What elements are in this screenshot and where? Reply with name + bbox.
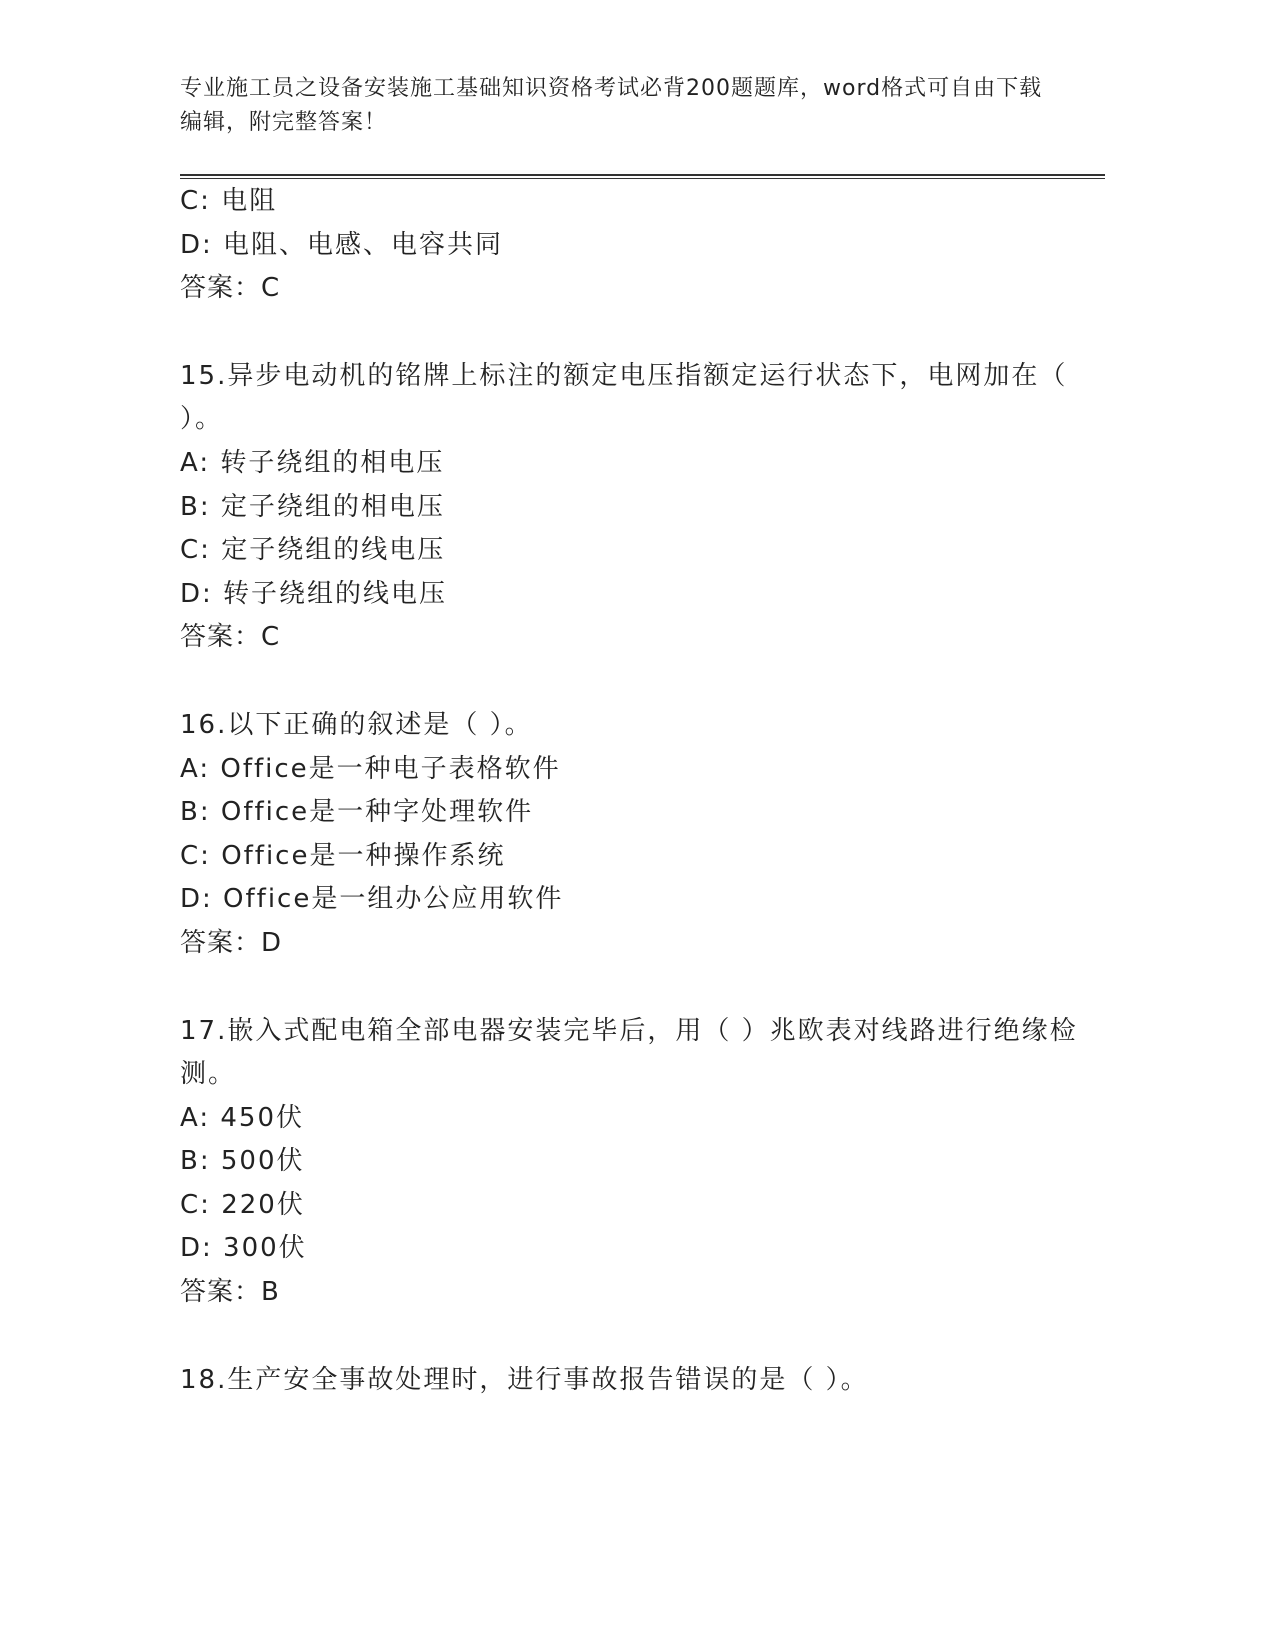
option-c: C: 220伏 [180,1189,305,1220]
option-a: A: Office是一种电子表格软件 [180,753,561,784]
question-18-stem: 18.生产安全事故处理时，进行事故报告错误的是（ ）。 [180,1364,869,1395]
option-c: C: Office是一种操作系统 [180,840,506,871]
question-17-stem: 17.嵌入式配电箱全部电器安装完毕后，用（ ）兆欧表对线路进行绝缘检测。 [180,1015,1078,1090]
option-a: A: 450伏 [180,1102,304,1133]
spacer [180,311,1100,355]
option-b: B: Office是一种字处理软件 [180,797,534,828]
option-b: B: 500伏 [180,1146,305,1177]
spacer [180,660,1100,704]
spacer [180,966,1100,1010]
option-d: D: Office是一组办公应用软件 [180,884,564,915]
option-d: D: 电阻、电感、电容共同 [180,229,504,260]
option-c: C: 电阻 [180,186,278,216]
option-d: D: 300伏 [180,1233,307,1264]
header-rule-thick [180,174,1105,176]
question-content [180,180,1100,1402]
option-d: D: 转子绕组的线电压 [180,578,448,609]
option-a: A: 转子绕组的相电压 [180,447,445,478]
option-b: B: 定子绕组的相电压 [180,491,445,522]
page-header: 专业施工员之设备安装施工基础知识资格考试必背200题题库，word格式可自由下载编辑，附完整答案！ [180,76,1043,135]
question-16-stem: 16.以下正确的叙述是（ ）。 [180,709,533,740]
answer: 答案：C [180,273,281,304]
question-15-stem: 15.异步电动机的铭牌上标注的额定电压指额定运行状态下，电网加在（ ）。 [180,360,1068,435]
answer: 答案：B [180,1277,280,1308]
spacer [180,1315,1100,1359]
answer: 答案：D [180,927,283,958]
answer: 答案：C [180,622,281,653]
header-rule-thin [180,178,1105,179]
option-c: C: 定子绕组的线电压 [180,535,446,566]
